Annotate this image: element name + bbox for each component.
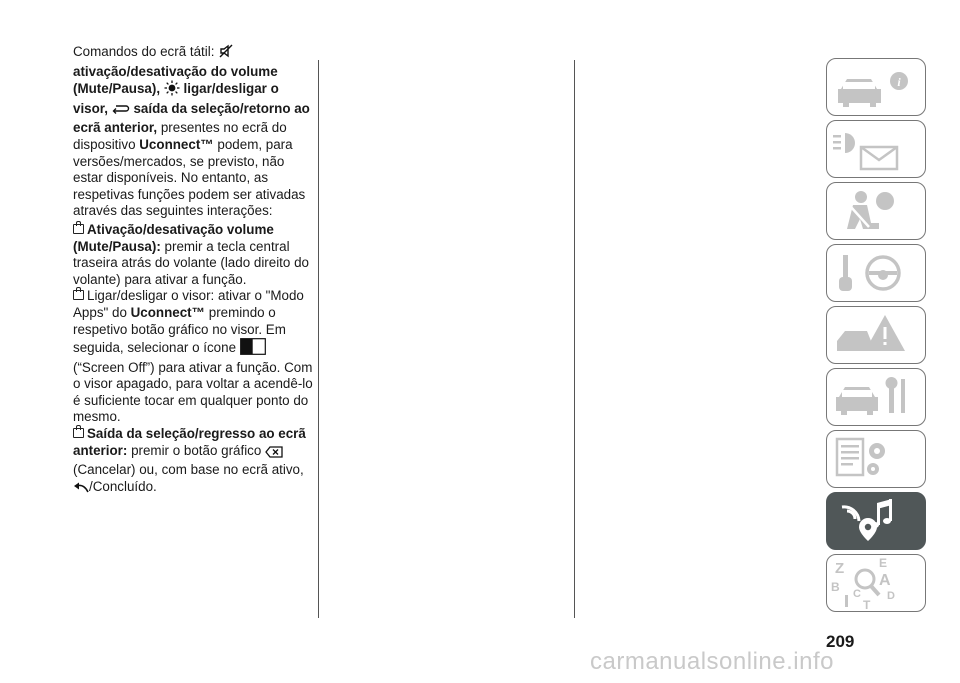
bullet-icon [73, 224, 84, 234]
car-info-tab[interactable] [826, 58, 926, 116]
safety-tab[interactable] [826, 182, 926, 240]
index-tab[interactable] [826, 554, 926, 612]
chapter-tabs [826, 58, 930, 616]
screen-label: ligar/desligar o visor, [73, 81, 279, 116]
svg-text:T: T [863, 598, 871, 612]
mute-icon [218, 43, 234, 64]
item1-text: premir a tecla central traseira atrás do volante (lado direito do volante) para ativar a função. [73, 238, 309, 287]
maintenance-tab[interactable] [826, 368, 926, 426]
item3-text1: premir o botão gráfico [131, 442, 262, 458]
mute-label: ativação/desativação do volume (Mute/Pausa), [73, 63, 278, 97]
multimedia-tab[interactable] [826, 492, 926, 550]
seatbelt-airbag-icon [827, 183, 927, 241]
technical-data-tab[interactable] [826, 430, 926, 488]
column-divider [318, 60, 319, 618]
svg-text:Z: Z [835, 560, 845, 577]
svg-text:D: D [887, 590, 895, 602]
column-divider [574, 60, 575, 618]
brand-name: Uconnect™ [139, 136, 214, 152]
cancel-icon [265, 446, 283, 463]
intro-lead: Comandos do ecrã tátil: [73, 44, 215, 59]
crash-warning-icon [827, 307, 927, 365]
back-label: saída da seleção/retorno ao ecrã anterior, [73, 100, 310, 136]
svg-text:C: C [853, 588, 861, 600]
intro-text2: podem, para versões/mercados, se previsto, não estar disponíveis. No entanto, as respetivas funções podem ser ativadas através das seguintes interações: [73, 136, 306, 219]
watermark: carmanualsonline.info [590, 648, 834, 675]
lights-message-icon [827, 121, 927, 179]
car-info-icon [827, 59, 927, 117]
item2-text1: Ligar/desligar o visor: ativar o "Modo Apps" do [73, 288, 304, 320]
item-back [73, 426, 313, 498]
page-number: 209 [826, 632, 855, 651]
intro-text1: presentes no ecrã do dispositivo [73, 120, 287, 152]
item-screen [73, 288, 313, 426]
brightness-icon [164, 80, 180, 101]
item2-text2: premindo o respetivo botão gráfico no visor. Em seguida, selecionar o ícone [73, 304, 286, 356]
alphabet-index-icon [827, 555, 927, 613]
item-mute [73, 222, 313, 288]
emergency-tab[interactable] [826, 306, 926, 364]
intro-paragraph [73, 43, 313, 220]
back-arrow-icon [112, 104, 130, 121]
multimedia-icon [827, 493, 927, 551]
key-steering-icon [827, 245, 927, 303]
item2-text3: (“Screen Off”) para ativar a função. Com o visor apagado, para voltar a acendê-lo é suficiente tocar em qualquer ponto do mesmo. [73, 359, 313, 425]
done-arrow-icon [73, 482, 89, 499]
svg-text:i: i [897, 75, 901, 89]
svg-text:A: A [879, 572, 891, 589]
svg-text:E: E [879, 556, 888, 570]
document-gears-icon [827, 431, 927, 489]
driving-tab[interactable] [826, 244, 926, 302]
item1-title: Ativação/desativação volume (Mute/Pausa): [73, 221, 274, 254]
svg-text:B: B [831, 580, 840, 594]
item2-brand: Uconnect™ [130, 304, 206, 320]
warning-lights-tab[interactable] [826, 120, 926, 178]
text-column [73, 43, 313, 498]
item3-title: Saída da seleção/regresso ao ecrã anterior: [73, 426, 306, 458]
bullet-icon [73, 290, 84, 300]
item3-text2: (Cancelar) ou, com base no ecrã ativo, [73, 462, 304, 478]
car-tools-icon [827, 369, 927, 427]
bullet-icon [73, 428, 84, 438]
screen-off-icon [240, 338, 266, 360]
item3-text3: /Concluído. [89, 478, 157, 494]
